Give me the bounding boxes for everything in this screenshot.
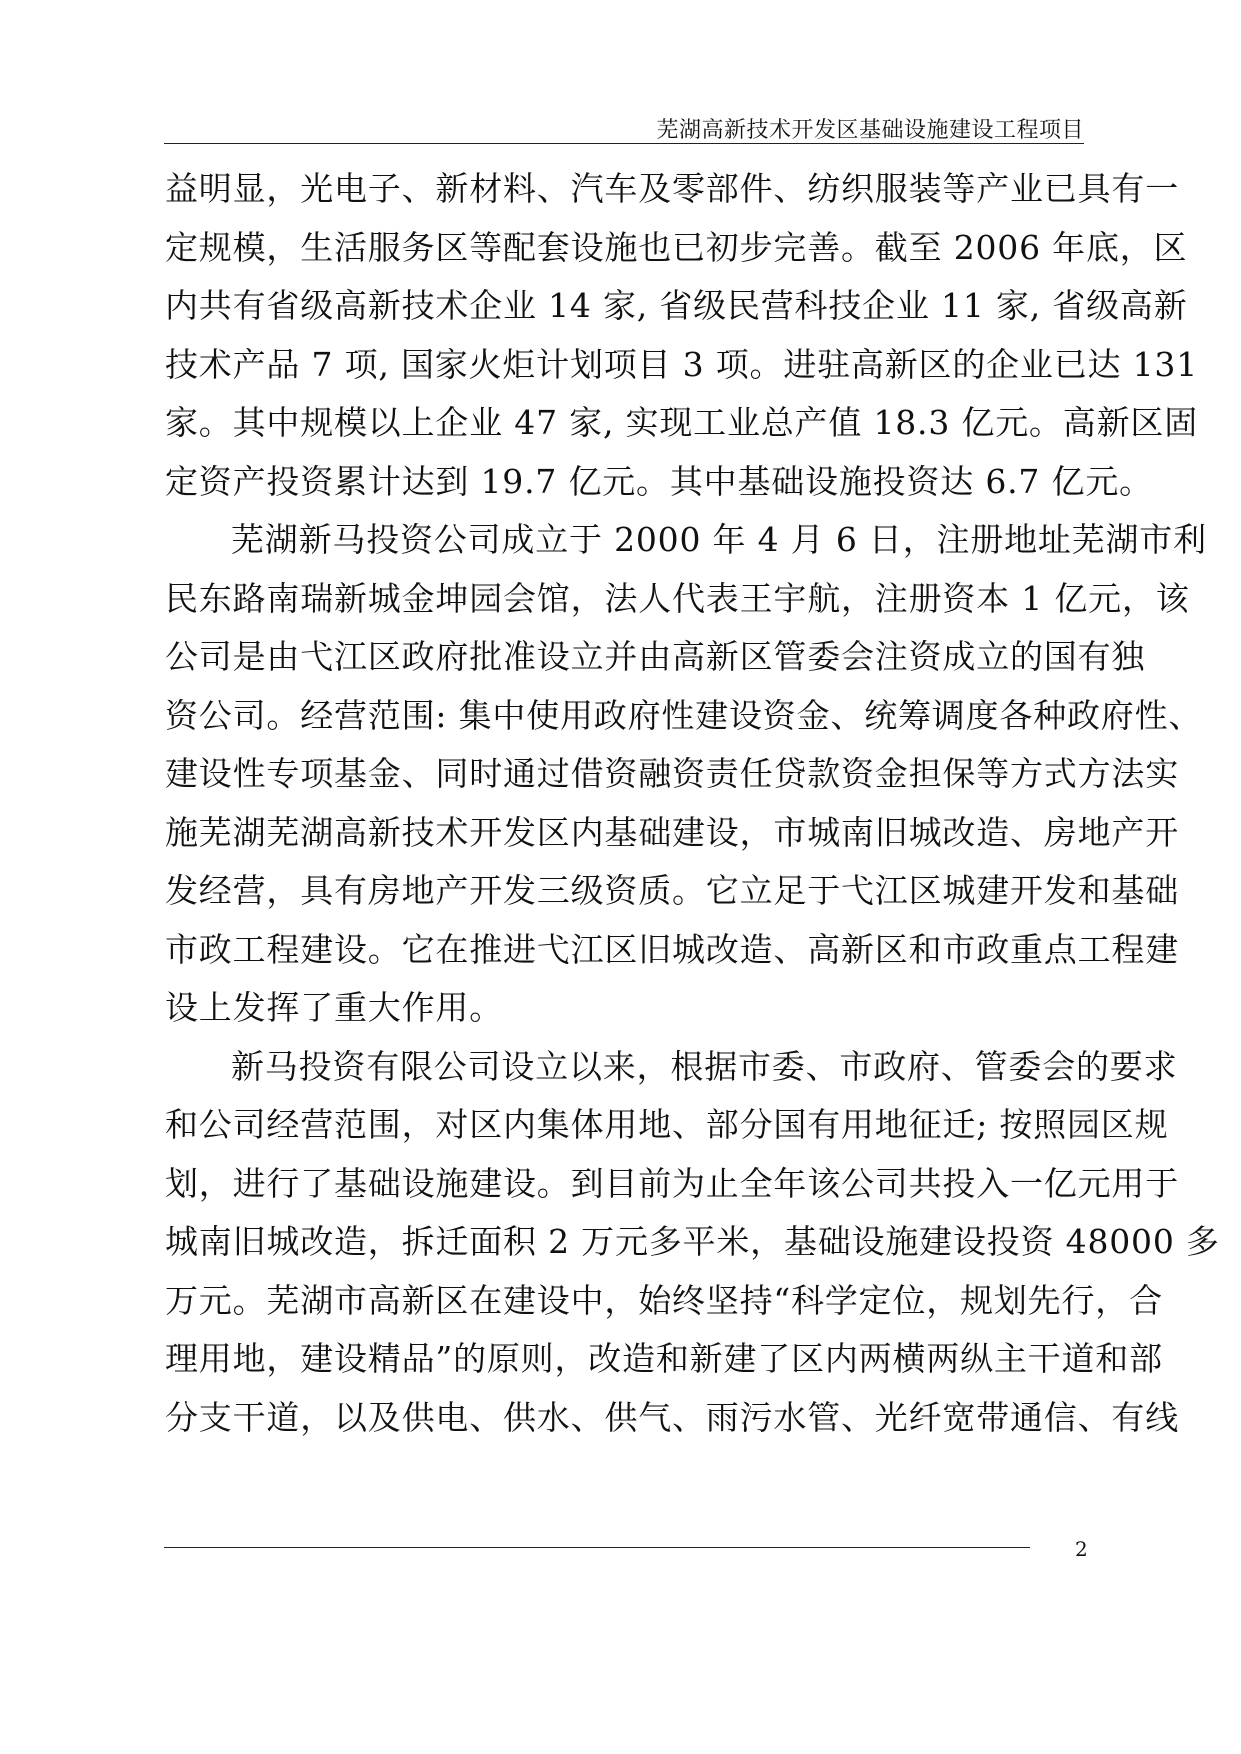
text-line: 定规模，生活服务区等配套设施也已初步完善。截至 2006 年底，区 bbox=[165, 227, 1188, 267]
page-number: 2 bbox=[1075, 1537, 1088, 1561]
text-line: 建设性专项基金、同时通过借资融资责任贷款资金担保等方式方法实 bbox=[165, 754, 1179, 793]
text-line: 城南旧城改造，拆迁面积 2 万元多平米，基础设施建设投资 48000 多 bbox=[165, 1222, 1220, 1261]
paragraph-3 bbox=[165, 1038, 1220, 1448]
text-line: 和公司经营范围，对区内集体用地、部分国有用地征迁; 按照园区规 bbox=[165, 1105, 1169, 1144]
text-line: 资公司。经营范围: 集中使用政府性建设资金、统筹调度各种政府性、 bbox=[165, 695, 1203, 735]
text-line: 新马投资有限公司设立以来，根据市委、市政府、管委会的要求 bbox=[231, 1046, 1178, 1086]
text-line: 技术产品 7 项, 国家火炬计划项目 3 项。进驻高新区的企业已达 131 bbox=[165, 344, 1199, 384]
paragraph-2 bbox=[165, 511, 1207, 1038]
text-line: 划，进行了基础设施建设。到目前为止全年该公司共投入一亿元用于 bbox=[165, 1163, 1179, 1203]
text-line: 内共有省级高新技术企业 14 家, 省级民营科技企业 11 家, 省级高新 bbox=[165, 286, 1188, 325]
text-line: 民东路南瑞新城金坤园会馆，法人代表王宇航，注册资本 1 亿元，该 bbox=[165, 578, 1190, 618]
document-body bbox=[165, 160, 1220, 1447]
text-line: 施芜湖芜湖高新技术开发区内基础建设，市城南旧城改造、房地产开 bbox=[165, 812, 1179, 852]
text-line: 益明显，光电子、新材料、汽车及零部件、纺织服装等产业已具有一 bbox=[165, 169, 1179, 208]
header-divider bbox=[164, 143, 1084, 144]
text-line: 芜湖新马投资公司成立于 2000 年 4 月 6 日，注册地址芜湖市利 bbox=[231, 520, 1207, 559]
text-line: 市政工程建设。它在推进弋江区旧城改造、高新区和市政重点工程建 bbox=[165, 929, 1179, 969]
text-line: 发经营，具有房地产开发三级资质。它立足于弋江区城建开发和基础 bbox=[165, 871, 1179, 910]
text-line: 设上发挥了重大作用。 bbox=[165, 988, 503, 1027]
text-line: 公司是由弋江区政府批准设立并由高新区管委会注资成立的国有独 bbox=[165, 637, 1146, 676]
text-line: 分支干道，以及供电、供水、供气、雨污水管、光纤宽带通信、有线 bbox=[165, 1397, 1179, 1437]
running-header-title: 芜湖高新技术开发区基础设施建设工程项目 bbox=[656, 118, 1084, 143]
text-line: 万元。芜湖市高新区在建设中，始终坚持“科学定位，规划先行，合 bbox=[165, 1280, 1163, 1320]
text-line: 家。其中规模以上企业 47 家, 实现工业总产值 18.3 亿元。高新区固 bbox=[165, 403, 1199, 442]
text-line: 理用地，建设精品”的原则，改造和新建了区内两横两纵主干道和部 bbox=[165, 1339, 1163, 1378]
footer-divider bbox=[164, 1547, 1030, 1548]
text-line: 定资产投资累计达到 19.7 亿元。其中基础设施投资达 6.7 亿元。 bbox=[165, 461, 1153, 501]
paragraph-1 bbox=[165, 160, 1199, 511]
